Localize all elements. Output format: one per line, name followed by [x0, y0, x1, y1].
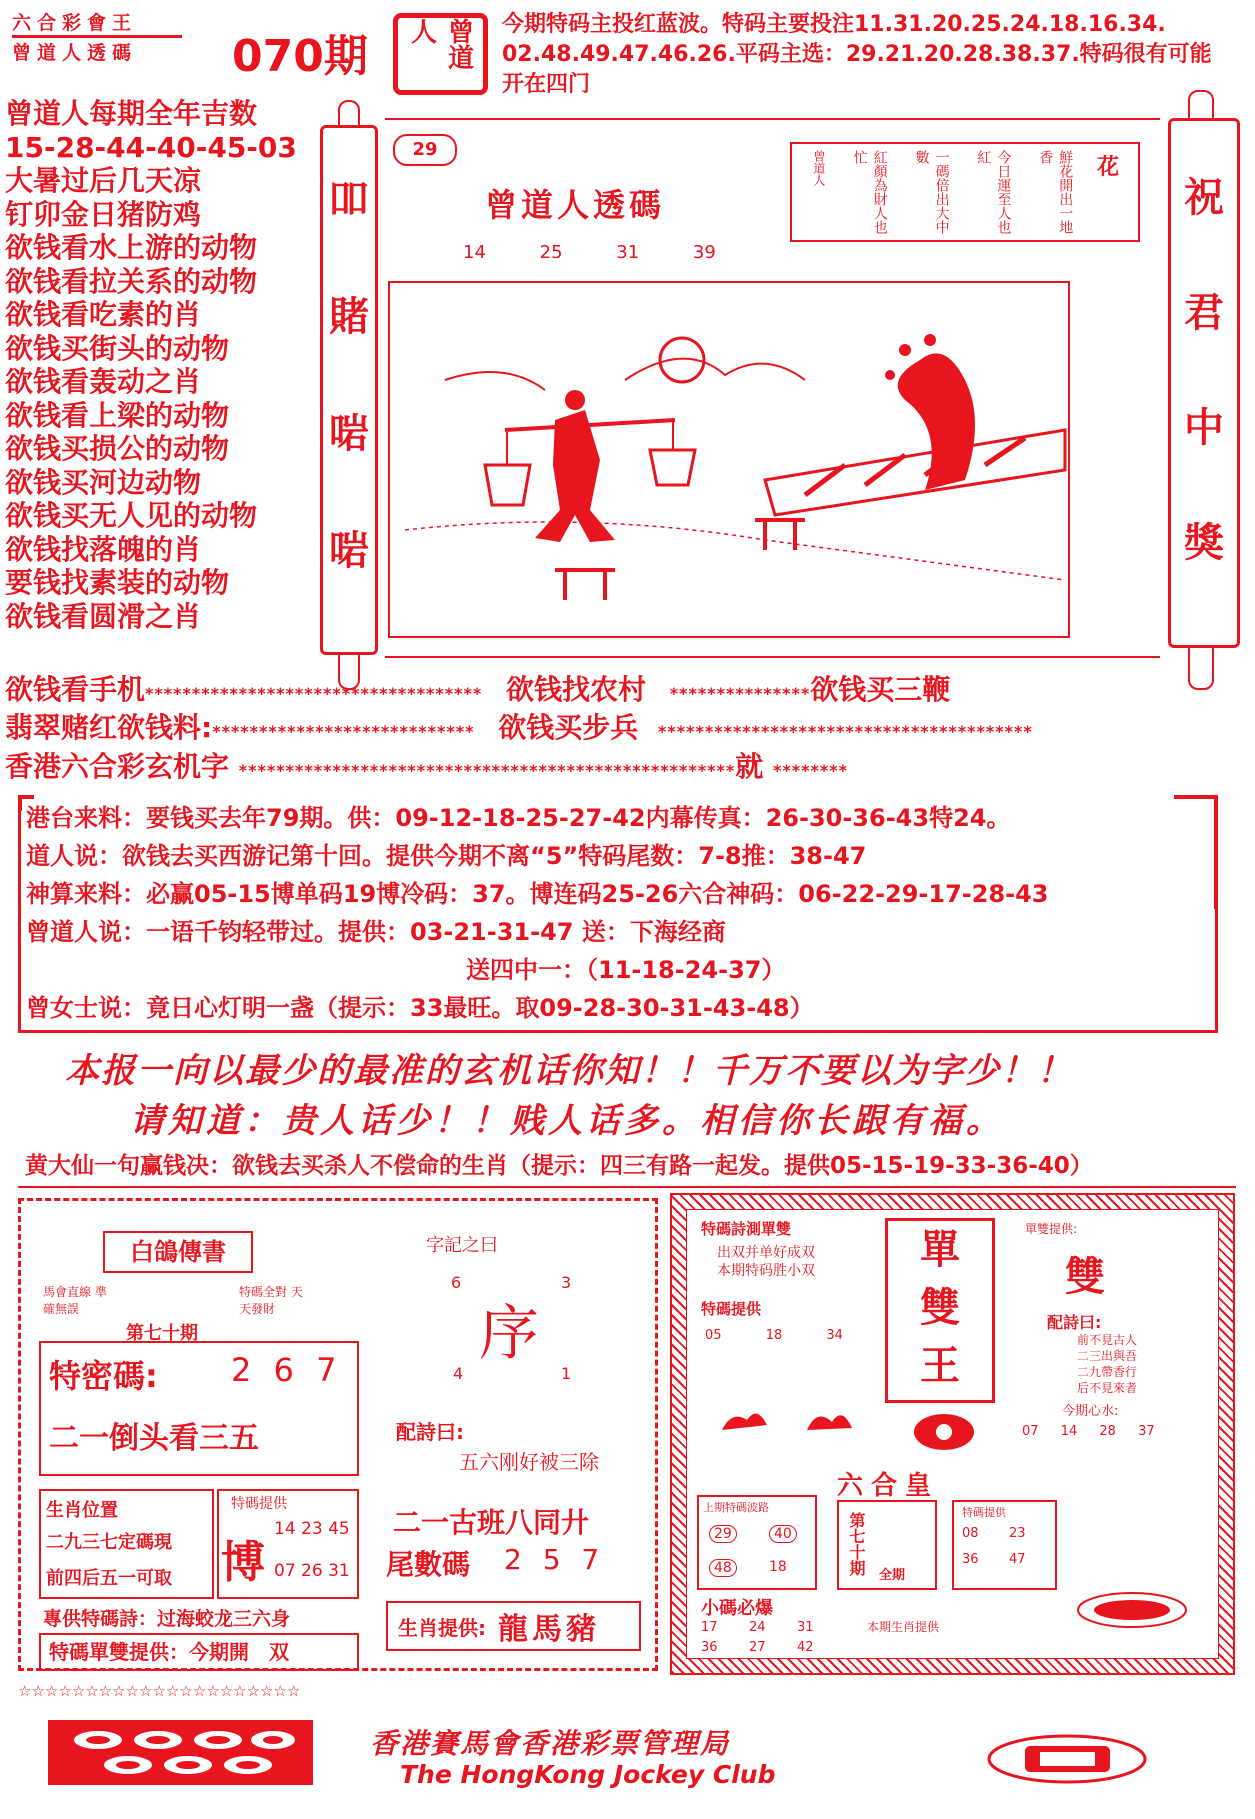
star-row — [5, 710, 1250, 750]
small-number: 36 — [701, 1640, 718, 1655]
slogan: 请知道：贵人话少！！贱人话多。相信你长跟有福。 — [130, 1101, 1004, 1141]
header-tips — [502, 10, 1247, 100]
last-label: 上期特碼波路 — [703, 1501, 769, 1514]
star-row-stars: **************************** — [212, 722, 475, 741]
right-big-char: 雙 — [1065, 1253, 1105, 1300]
tail-label: 尾數碼 — [386, 1548, 471, 1581]
hint-line: 欲钱看拉关系的动物 — [5, 264, 258, 298]
shui-numbers — [1022, 1424, 1155, 1439]
info-box-corner — [1174, 795, 1218, 909]
small-number: 31 — [797, 1620, 814, 1635]
star-row-stars: ************************************ — [145, 684, 483, 703]
info-line: 港台来料：要钱买去年79期。供：09-12-18-25-27-42内幕传真：26-30-36-43特24。 — [26, 804, 1011, 832]
star-row-middle: 欲钱找农村 — [505, 673, 646, 706]
small-number: 42 — [797, 1640, 814, 1655]
panel-right-provide: 特碼提供 — [701, 1300, 762, 1318]
star-row — [5, 749, 1250, 789]
last-number: 29 — [709, 1525, 737, 1543]
shui-number: 07 — [1022, 1424, 1039, 1439]
painting-poem-line: 鮮花開出一地香 — [1037, 150, 1074, 234]
issue-number: 070期 — [232, 31, 368, 82]
scroll-left-glyph: 啱 — [329, 410, 369, 457]
lower-title: 六合皇 — [837, 1471, 940, 1501]
special-label: 特碼提供 — [231, 1496, 287, 1512]
provide2-label: 特碼提供 — [962, 1506, 1006, 1519]
star-row-stars: ******** — [773, 761, 848, 780]
single-double-box: 特碼單雙提供：今期開 双 — [39, 1633, 359, 1671]
panel-right-line: 本期特码胜小双 — [717, 1263, 815, 1279]
hint-line: 欲钱买损公的动物 — [5, 432, 230, 465]
slogan: 本报一向以最少的最准的玄机话你知！！千万不要以为字少！！ — [65, 1051, 1073, 1091]
star-row-right: 欲钱买三鞭 — [810, 673, 951, 706]
animal-icon — [717, 1400, 867, 1440]
small-title: 小碼必爆 — [701, 1598, 773, 1619]
tip-line: 今期特码主投红蓝波。特码主要投注11.31.20.25.24.18.16.34. — [502, 12, 1166, 37]
shui-number: 14 — [1060, 1424, 1078, 1439]
basket-icon — [485, 465, 530, 505]
painting-number: 31 — [616, 242, 640, 263]
flower-char: 花 — [1097, 154, 1120, 180]
info-line: 道人说：欲钱去买西游记第十回。提供今期不离“5”特码尾数：7-8推：38-47 — [26, 842, 867, 870]
star-row-middle: 欲钱买步兵 — [498, 711, 639, 744]
footer-cn: 香港賽馬會香港彩票管理局 — [370, 1727, 731, 1760]
mid-issue-sub: 全期 — [879, 1568, 906, 1583]
tema-label: 特密碼: — [49, 1357, 158, 1395]
basket-icon — [650, 450, 695, 485]
footer-en: The HongKong Jockey Club — [400, 1760, 776, 1789]
small-numbers — [701, 1618, 861, 1658]
scroll-right-glyph: 中 — [1184, 405, 1224, 451]
scroll-right-panel — [1168, 118, 1240, 648]
painting-code: 29 — [412, 139, 438, 160]
star-row — [5, 672, 1250, 712]
provide-number: 18 — [765, 1328, 783, 1343]
last-box — [697, 1495, 817, 1590]
last-number: 40 — [769, 1525, 797, 1543]
scroll-left-glyph: 吅 — [329, 176, 369, 223]
hint-line: 欲钱看吃素的肖 — [5, 298, 202, 331]
painting-poem-box — [790, 142, 1140, 242]
star-row-stars: ***************************************************** — [238, 761, 736, 780]
right-poem-line: 后不見來者 — [1077, 1381, 1138, 1395]
mid-zodiac-value: 龍馬豬 — [498, 1612, 600, 1647]
info-line: 曾女士说：竟日心灯明一盏（提示：33最旺。取09-28-30-31-43-48） — [26, 994, 814, 1022]
corner-number: 6 — [451, 1273, 462, 1292]
tema-phrase: 二一倒头看三五 — [49, 1421, 259, 1456]
mid-issue-label: 第七十期 — [847, 1512, 866, 1576]
panel-left-small: 馬會直線 準確無誤 — [43, 1285, 107, 1316]
panel-left-banner: 白鴿傳書 — [103, 1231, 253, 1273]
king-char: 單 — [920, 1226, 960, 1273]
panel-left-issue: 第七十期 — [126, 1323, 198, 1344]
scroll-painting — [385, 118, 1160, 658]
painting-poem-line: 一碼倍出大中數 — [913, 150, 950, 234]
painting-title: 曾道人透碼 — [485, 186, 666, 224]
panel-right-line: 出双并单好成双 — [717, 1245, 815, 1261]
panel-left — [18, 1198, 658, 1671]
left-hints-column — [5, 97, 335, 633]
oval-badge-icon — [985, 1732, 1150, 1787]
mid-big-char: 序 — [479, 1299, 539, 1369]
lucky-numbers: 15-28-44-40-45-03 — [5, 130, 297, 164]
provide2-number: 36 — [962, 1552, 979, 1567]
hint-line: 欲钱看圆滑之肖 — [5, 599, 202, 633]
panel-right-numbers — [705, 1328, 843, 1343]
huang-underline — [18, 1186, 1236, 1188]
mid-poem: 五六刚好被三除 — [459, 1450, 599, 1474]
mid-poem-label: 配詩曰: — [396, 1420, 464, 1444]
mid-title: 字記之曰 — [426, 1235, 498, 1256]
star-row-left: 翡翠赌红欲钱料: — [5, 711, 213, 744]
scroll-right-glyph: 君 — [1184, 290, 1224, 336]
hint-line: 欲钱买河边动物 — [5, 465, 202, 499]
shui-number: 28 — [1099, 1424, 1116, 1439]
zodiac-box — [39, 1489, 214, 1599]
painting-code-badge — [393, 134, 457, 166]
zodiac-text: 前四后五一可取 — [46, 1568, 172, 1589]
bo-numbers: 14 23 45 — [274, 1519, 350, 1539]
single-double-king — [885, 1218, 995, 1403]
hint-line: 欲钱看水上游的动物 — [5, 231, 258, 264]
mid-zodiac-box — [386, 1601, 641, 1651]
small-number: 24 — [749, 1620, 766, 1635]
mid-issue-box — [837, 1500, 937, 1590]
corner-number: 4 — [453, 1364, 464, 1383]
panel-left-small: 特碼全對 天天發財 — [239, 1285, 303, 1316]
corner-number: 3 — [561, 1273, 572, 1292]
painting-poem-line: 紅顏為財人也忙 — [851, 150, 888, 234]
star-row-left: 香港六合彩玄机字 — [5, 750, 230, 783]
hint-line: 欲钱买街头的动物 — [5, 331, 230, 365]
small-number: 17 — [701, 1620, 718, 1635]
provide-number: 34 — [826, 1328, 843, 1343]
zodiac-label: 生肖位置 — [46, 1500, 118, 1521]
tip-line: 开在四门 — [502, 72, 591, 97]
right-poem-line: 二三出與吾 — [1077, 1349, 1138, 1363]
painting-number: 14 — [463, 242, 486, 263]
tema-value: 2 6 7 — [231, 1351, 343, 1389]
hint-line: 欲钱找落魄的肖 — [5, 532, 202, 566]
panel-right-header: 特碼詩測單雙 — [701, 1220, 792, 1238]
provide2-number: 08 — [962, 1526, 979, 1541]
right-poem-line: 二九帶香行 — [1077, 1365, 1138, 1379]
painting-author: 曾道人 — [811, 150, 826, 186]
logo-bottom-text: 曾道人透碼 — [12, 42, 138, 64]
right-poem-line: 前不見古人 — [1077, 1333, 1138, 1347]
bo-char: 博 — [221, 1537, 265, 1588]
mid-zodiac-label: 生肖提供: — [398, 1615, 486, 1640]
provide2-box — [952, 1500, 1057, 1590]
info-line: 曾道人说：一语千钧轻带过。提供：03-21-31-47 送：下海经商 — [26, 918, 726, 946]
right-label: 單雙提供: — [1025, 1222, 1078, 1236]
scroll-right-glyph: 祝 — [1184, 175, 1224, 221]
scroll-left-glyph: 賭 — [329, 293, 369, 340]
zodiac-note: 本期生肖提供 — [867, 1620, 940, 1634]
tail-value: 2 5 7 — [504, 1543, 606, 1576]
scroll-left-panel — [320, 125, 378, 655]
hint-line: 要钱找素装的动物 — [5, 566, 230, 599]
painting-number: 39 — [692, 242, 716, 263]
painting-number: 25 — [539, 242, 563, 263]
shui-number: 37 — [1138, 1424, 1155, 1439]
poem-line: 大暑过后几天凉 — [5, 164, 202, 197]
oval-seal-icon — [1075, 1590, 1190, 1630]
lucky-title: 曾道人每期全年吉数 — [5, 97, 258, 130]
huang-line: 黄大仙一句赢钱决：欲钱去买杀人不偿命的生肖（提示：四三有路一起发。提供05-15-19-33-36-40） — [25, 1153, 1093, 1179]
tema-box — [39, 1341, 359, 1476]
provide-number: 05 — [705, 1328, 722, 1343]
provide2-number: 23 — [1009, 1526, 1026, 1541]
poem-line: 钉卯金日猪防鸡 — [5, 197, 202, 231]
star-row-stars: *************** — [669, 684, 811, 703]
right-poem — [1077, 1332, 1137, 1396]
last-number: 18 — [769, 1559, 787, 1575]
painting-numbers — [463, 242, 716, 263]
star-row-middle: 就 — [735, 750, 764, 783]
panel-right-frame — [670, 1193, 1235, 1675]
info-box — [18, 795, 1218, 1033]
star-row-stars: **************************************** — [658, 722, 1033, 741]
bo-numbers: 07 26 31 — [274, 1561, 350, 1581]
hint-line: 欲钱看轰动之肖 — [5, 365, 202, 398]
star-row-left: 欲钱看手机 — [5, 673, 146, 706]
hint-line: 欲钱看上梁的动物 — [5, 398, 230, 432]
zodiac-text: 二九三七定碼現 — [46, 1532, 172, 1553]
special-poem: 專供特碼詩：过海蛟龙三六身 — [43, 1608, 291, 1630]
tip-line: 02.48.49.47.46.26.平码主选：29.21.20.28.38.37.特码很有可能 — [502, 42, 1212, 67]
small-number: 27 — [749, 1640, 766, 1655]
right-poem-label: 配詩曰: — [1047, 1313, 1102, 1332]
info-lines — [26, 799, 1049, 1027]
flower-emblem-icon — [909, 1410, 979, 1455]
scroll-left-glyph: 啱 — [329, 527, 369, 574]
info-line: 送四中一：（11-18-24-37） — [466, 956, 786, 984]
mid-riddle: 二一古班八同廾 — [393, 1506, 590, 1539]
bottom-stars: ☆☆☆☆☆☆☆☆☆☆☆☆☆☆☆☆☆☆☆☆☆ — [18, 1682, 301, 1700]
logo-top-text: 六合彩會王 — [12, 8, 182, 38]
painting-scene — [385, 280, 1160, 655]
info-line: 神算来料：必赢05-15博单码19博冷码：37。博连码25-26六合神码：06-22-29-17-28-43 — [26, 880, 1049, 908]
seal — [393, 13, 488, 95]
provide2-number: 47 — [1009, 1552, 1026, 1567]
hint-line: 欲钱买无人见的动物 — [5, 499, 258, 532]
jockey-club-logo-icon — [48, 1720, 313, 1785]
king-char: 雙 — [920, 1284, 960, 1331]
right-poem-note: 今期心水: — [1062, 1404, 1119, 1419]
panel-right-inner — [686, 1209, 1219, 1659]
seal-text: 曾道人 — [406, 18, 474, 70]
scroll-right-glyph: 獎 — [1184, 520, 1224, 566]
corner-number: 1 — [561, 1364, 572, 1383]
king-char: 王 — [920, 1342, 960, 1389]
header-logo — [12, 8, 182, 64]
special-box — [217, 1489, 359, 1599]
last-number: 48 — [709, 1559, 737, 1577]
painting-poem-line: 今日運至人也紅 — [975, 150, 1012, 234]
